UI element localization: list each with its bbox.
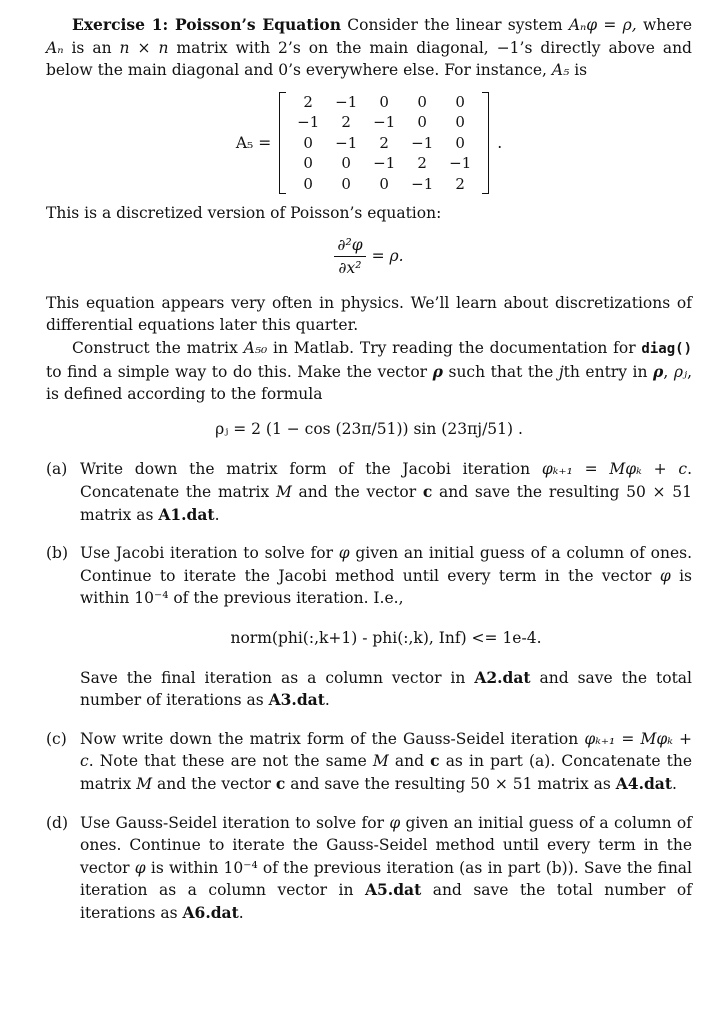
matrix-cell: 0 bbox=[379, 174, 389, 193]
intro-paragraph: Exercise 1: Poisson’s Equation Consider the linear system Aₙφ = ρ, where Aₙ is an n × n matrix with 2’s on the main diagonal, −1’s directly above and below the main diagonal and 0’s everywhere else. For instance, A₅ is bbox=[46, 15, 692, 80]
matrix-cell: 2 bbox=[455, 174, 465, 193]
matrix-a5: A₅ = 2 −1 0 0 0 −1 2 −1 0 0 0 −1 2 −1 0 0 0 −1 2 −1 0 0 0 −1 2 . bbox=[235, 92, 503, 193]
part-item bbox=[46, 812, 692, 925]
fraction-numerator: ∂²φ bbox=[334, 235, 365, 257]
part-label: (a) bbox=[46, 460, 68, 479]
matrix-cell: −1 bbox=[449, 154, 472, 173]
matrix-table bbox=[289, 92, 479, 195]
matrix-row bbox=[289, 92, 479, 113]
matrix-row bbox=[289, 174, 479, 195]
matrix-row bbox=[289, 112, 479, 133]
matrix-row bbox=[289, 133, 479, 154]
matrix-cell: 0 bbox=[303, 133, 313, 152]
part-item bbox=[46, 542, 692, 712]
part-label: (d) bbox=[46, 813, 69, 832]
matrix-cell: 0 bbox=[455, 133, 465, 152]
diag-code: diag() bbox=[641, 341, 692, 358]
matrix-cell: 2 bbox=[303, 92, 313, 111]
matrix-cell: 0 bbox=[341, 174, 351, 193]
physics-note: This equation appears very often in physics. We’ll learn about discretizations of differential equations later this quarter. bbox=[46, 293, 692, 335]
matrix-cell: −1 bbox=[411, 133, 434, 152]
matrix-cell: 2 bbox=[379, 133, 389, 152]
part-item bbox=[46, 728, 692, 796]
exercise-parts bbox=[46, 458, 692, 924]
matrix-cell: 2 bbox=[341, 113, 351, 132]
construct-paragraph: Construct the matrix A₅₀ in Matlab. Try reading the documentation for diag() to find a simple way to do this. Make the vector ρ such that the jth entry in ρ, ρⱼ, is defined according to the formula bbox=[46, 339, 693, 404]
part-body: Write down the matrix form of the Jacobi iteration φₖ₊₁ = Mφₖ + c. Concatenate the matrix M and the vector c and save the resulting 50 × 51 matrix as A1.dat. bbox=[80, 460, 692, 524]
poisson-equation bbox=[46, 235, 692, 278]
part-body: Use Jacobi iteration to solve for φ given an initial guess of a column of ones. Continue to iterate the Jacobi method until every term in the vector φ is within 10⁻⁴ of the previous iteration. I.e., norm(phi(:,k+1) - phi(:,k), Inf) <= 1e-4. Save the final iteration as a column vector in A2.dat and save the total number of iterations as A3.dat. bbox=[80, 544, 693, 710]
part-body: Use Gauss-Seidel iteration to solve for φ given an initial guess of a column of ones. Continue to iterate the Gauss-Seidel method until every term in the vector φ is within 10⁻⁴ of the previous iteration (as in part (b)). Save the final iteration as a column vector in A5.dat and save the total number of iterations as A6.dat. bbox=[80, 813, 693, 922]
matrix-cell: 0 bbox=[379, 92, 389, 111]
system-equation: Aₙφ = ρ, bbox=[568, 16, 637, 34]
matrix-cell: 0 bbox=[303, 154, 313, 173]
matrix-cell: −1 bbox=[335, 133, 358, 152]
matrix-cell: −1 bbox=[373, 113, 396, 132]
fraction-denominator: ∂x² bbox=[338, 258, 362, 277]
equation-rhs: = ρ. bbox=[371, 247, 404, 266]
matrix-cell: −1 bbox=[411, 174, 434, 193]
norm-condition: norm(phi(:,k+1) - phi(:,k), Inf) <= 1e-4. bbox=[230, 629, 542, 647]
matrix-cell: 0 bbox=[341, 154, 351, 173]
matrix-cell: −1 bbox=[335, 92, 358, 111]
matrix-cell: 0 bbox=[303, 174, 313, 193]
right-bracket bbox=[482, 92, 489, 195]
matrix-cell: 0 bbox=[417, 92, 427, 111]
matrix-cell: −1 bbox=[297, 113, 320, 132]
matrix-cell: 0 bbox=[455, 113, 465, 132]
matrix-row bbox=[289, 153, 479, 174]
part-label: (c) bbox=[46, 729, 67, 748]
exercise-title: Exercise 1: Poisson’s Equation bbox=[72, 15, 341, 34]
matrix-cell: 0 bbox=[455, 92, 465, 111]
part-body: Now write down the matrix form of the Gauss-Seidel iteration φₖ₊₁ = Mφₖ + c. Note that these are not the same M and c as in part (a). Concatenate the matrix M and the vector c and save the resulting 50 × 51 matrix as A4.dat. bbox=[80, 729, 692, 793]
poisson-intro: This is a discretized version of Poisson’s equation: bbox=[46, 204, 442, 223]
matrix-cell: −1 bbox=[373, 154, 396, 173]
part-item bbox=[46, 458, 692, 526]
left-bracket bbox=[279, 92, 286, 195]
fraction bbox=[334, 235, 365, 278]
matrix-cell: 2 bbox=[417, 154, 427, 173]
rho-formula: ρⱼ = 2 (1 − cos (23π/51)) sin (23πj/51) . bbox=[215, 419, 523, 438]
part-label: (b) bbox=[46, 544, 69, 563]
matrix-label: A₅ = bbox=[235, 133, 272, 152]
matrix-cell: 0 bbox=[417, 113, 427, 132]
